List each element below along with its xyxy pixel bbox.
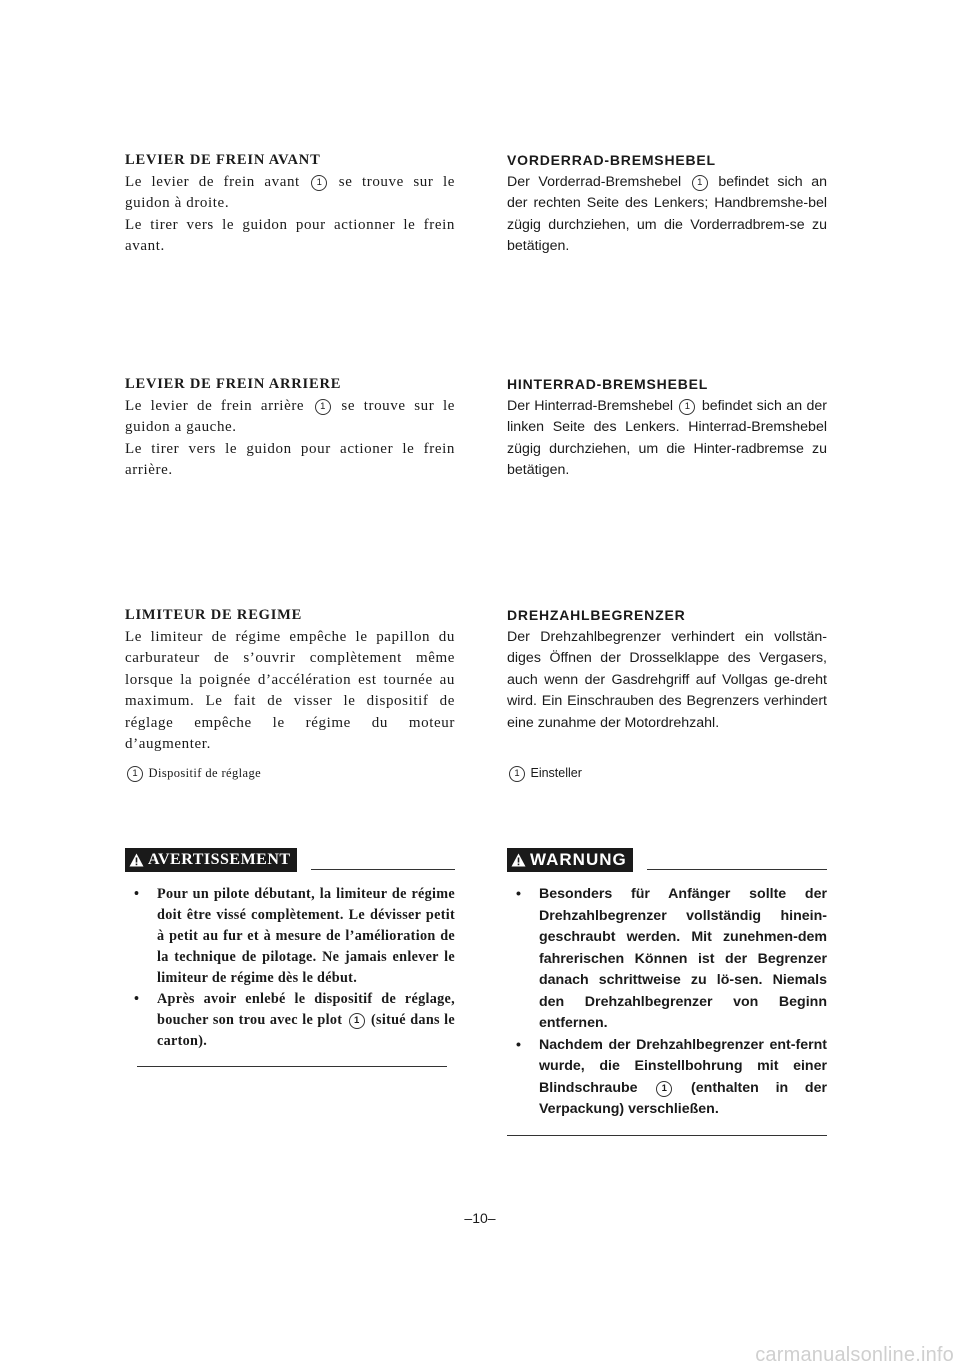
de-warning-badge [507, 848, 633, 872]
de-rear-brake-heading: HINTERRAD-BREMSHEBEL [507, 376, 709, 392]
de-front-brake-text: Der Vorderrad-Bremshebel 1 befindet sich an der rechten Seite des Lenkers; Handbremshe-bel zügig durchziehen, um die Vorderradbrem-se zu betätigen. [507, 173, 827, 254]
ref-marker-icon: 1 [679, 399, 695, 415]
fr-warning-block [125, 848, 455, 1067]
de-warning-item-2: • Nachdem der Drehzahlbegrenzer ent-fernt wurde, die Einstellbohrung mit einer Blindschraube 1 (enthalten in der Verpackung) verschließen. [507, 1035, 827, 1121]
fr-limiter-text: Le limiteur de régime empêche le papillon du carburateur de s’ouvrir complètement même lorsque la poignée d’accélération est tournée au maximum. Le fait de visser le dispositif de réglage empêche le régime du moteur d’augmenter. [125, 628, 455, 752]
fr-warning-item-2: • Après avoir enlebé le dispositif de réglage, boucher son trou avec le plot 1 (situé dans le carton). [125, 989, 455, 1052]
de-rear-brake-section [507, 374, 827, 482]
warning-bottom-divider [137, 1066, 447, 1067]
de-front-brake-section [507, 150, 827, 258]
warning-divider [647, 869, 827, 870]
de-warning-item-1: • Besonders für Anfänger sollte der Drehzahlbegrenzer vollständig hinein-geschraubt werden. Mit zunehmen-dem fahrerischen Können ist der Begrenzer danach schrittweise zu lö-sen. Niemals den Drehzahlbegrenzer von Beginn entfernen. [507, 884, 827, 1035]
warning-triangle-icon [129, 853, 144, 867]
warning-bottom-divider [507, 1135, 827, 1136]
ref-marker-icon: 1 [127, 766, 143, 782]
de-front-brake-heading: VORDERRAD-BREMSHEBEL [507, 152, 716, 168]
fr-front-brake-section [125, 150, 455, 258]
fr-rear-brake-text: Le levier de frein arrière 1 se trouve sur le guidon a gauche. Le tirer vers le guidon pour actioner le frein arrière. [125, 397, 455, 478]
ref-marker-icon: 1 [349, 1013, 365, 1029]
de-limiter-text: Der Drehzahlbegrenzer verhindert ein vollstän-diges Öffnen der Drosselklappe des Vergasers, auch wenn der Gasdrehgriff auf Vollgas ge-dreht wird. Ein Einschrauben des Begrenzers verhindert eine zunahme der Motordrehzahl. [507, 628, 827, 731]
ref-marker-icon: 1 [509, 766, 525, 782]
ref-marker-icon: 1 [311, 175, 327, 191]
de-limiter-section [507, 605, 827, 734]
de-rear-brake-text: Der Hinterrad-Bremshebel 1 befindet sich an der linken Seite des Lenkers. Hinterrad-Bremshebel zügig durchziehen, um die Hinter-radbremse zu betätigen. [507, 397, 827, 478]
page-number: –10– [464, 1210, 496, 1226]
fr-limiter-note: 1 Dispositif de réglage [125, 763, 261, 785]
fr-warning-label: AVERTISSEMENT [148, 851, 291, 869]
footer-watermark-url: carmanualsonline.info [755, 1344, 954, 1366]
de-warning-label: WARNUNG [530, 850, 627, 870]
ref-marker-icon: 1 [656, 1081, 672, 1097]
ref-marker-icon: 1 [692, 175, 708, 191]
fr-rear-brake-section [125, 374, 455, 482]
de-limiter-heading: DREHZAHLBEGRENZER [507, 607, 686, 623]
fr-front-brake-heading: LEVIER DE FREIN AVANT [125, 152, 321, 168]
fr-rear-brake-heading: LEVIER DE FREIN ARRIERE [125, 376, 342, 392]
de-limiter-note: 1 Einsteller [507, 763, 582, 785]
de-warning-block [507, 848, 827, 1136]
fr-limiter-section [125, 605, 455, 756]
warning-triangle-icon [511, 853, 526, 867]
warning-divider [311, 869, 455, 870]
de-warning-list [507, 884, 827, 1121]
fr-warning-badge [125, 848, 297, 872]
fr-limiter-heading: LIMITEUR DE REGIME [125, 607, 303, 623]
fr-warning-list [125, 884, 455, 1052]
fr-front-brake-text: Le levier de frein avant 1 se trouve sur le guidon à droite. Le tirer vers le guidon pour actionner le frein avant. [125, 173, 455, 254]
ref-marker-icon: 1 [315, 399, 331, 415]
fr-warning-item-1: • Pour un pilote débutant, la limiteur de régime doit être vissé complètement. Le dévisser petit à petit au fur et à mesure de l’amélioration de la technique de pilotage. Ne jamais enlever le limiteur de régime dès le début. [125, 884, 455, 989]
